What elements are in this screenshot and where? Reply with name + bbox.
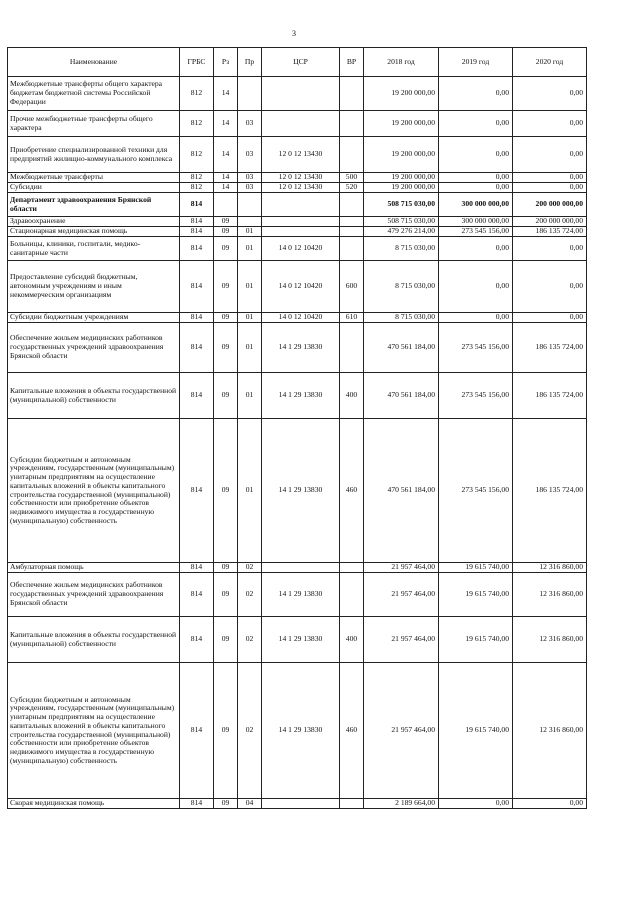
- cell-csr: 14 1 29 13830: [262, 617, 340, 663]
- cell-2018: 470 561 184,00: [364, 323, 439, 373]
- col-header-pr: Пр: [238, 48, 262, 77]
- table-row: [8, 77, 587, 111]
- cell-2019: 0,00: [439, 799, 513, 809]
- cell-pr: 01: [238, 323, 262, 373]
- cell-name: Обеспечение жильем медицинских работников государственных учреждений здравоохранения Брянской области: [8, 323, 180, 373]
- cell-vr: 610: [340, 313, 364, 323]
- cell-2018: 470 561 184,00: [364, 373, 439, 419]
- cell-2018: 19 200 000,00: [364, 183, 439, 193]
- col-header-2020: 2020 год: [513, 48, 587, 77]
- cell-2020: 200 000 000,00: [513, 217, 587, 227]
- cell-vr: [340, 563, 364, 573]
- cell-pr: [238, 193, 262, 217]
- cell-2019: 0,00: [439, 137, 513, 173]
- cell-pr: [238, 217, 262, 227]
- cell-2020: 0,00: [513, 261, 587, 313]
- budget-table: [7, 47, 587, 809]
- cell-rz: 09: [214, 663, 238, 799]
- cell-2020: 0,00: [513, 183, 587, 193]
- cell-vr: 460: [340, 663, 364, 799]
- cell-grbs: 814: [180, 237, 214, 261]
- cell-vr: [340, 77, 364, 111]
- cell-vr: 520: [340, 183, 364, 193]
- cell-vr: 600: [340, 261, 364, 313]
- cell-grbs: 812: [180, 111, 214, 137]
- cell-vr: 500: [340, 173, 364, 183]
- cell-grbs: 814: [180, 799, 214, 809]
- table-row: [8, 563, 587, 573]
- cell-2020: 0,00: [513, 173, 587, 183]
- cell-grbs: 814: [180, 227, 214, 237]
- col-header-grbs: ГРБС: [180, 48, 214, 77]
- cell-pr: 03: [238, 111, 262, 137]
- cell-2019: 0,00: [439, 261, 513, 313]
- cell-2020: 0,00: [513, 137, 587, 173]
- cell-vr: 460: [340, 419, 364, 563]
- page-number: 3: [292, 29, 296, 38]
- cell-vr: [340, 573, 364, 617]
- col-header-2019: 2019 год: [439, 48, 513, 77]
- cell-csr: 14 0 12 10420: [262, 261, 340, 313]
- cell-2020: 186 135 724,00: [513, 419, 587, 563]
- cell-2020: 12 316 860,00: [513, 573, 587, 617]
- cell-csr: [262, 193, 340, 217]
- cell-csr: 12 0 12 13430: [262, 183, 340, 193]
- cell-csr: 14 1 29 13830: [262, 323, 340, 373]
- cell-vr: 400: [340, 617, 364, 663]
- cell-2020: 12 316 860,00: [513, 563, 587, 573]
- cell-2018: 479 276 214,00: [364, 227, 439, 237]
- cell-2019: 0,00: [439, 77, 513, 111]
- cell-pr: 02: [238, 573, 262, 617]
- cell-rz: 09: [214, 261, 238, 313]
- table-row: [8, 173, 587, 183]
- cell-2019: 19 615 740,00: [439, 573, 513, 617]
- cell-rz: 09: [214, 573, 238, 617]
- table-row: [8, 261, 587, 313]
- table-row: [8, 617, 587, 663]
- cell-name: Субсидии бюджетным учреждениям: [8, 313, 180, 323]
- cell-2019: 273 545 156,00: [439, 227, 513, 237]
- table-row: [8, 237, 587, 261]
- cell-rz: 14: [214, 173, 238, 183]
- cell-2018: 470 561 184,00: [364, 419, 439, 563]
- cell-2020: 186 135 724,00: [513, 323, 587, 373]
- table-row: [8, 663, 587, 799]
- cell-2020: 12 316 860,00: [513, 663, 587, 799]
- cell-2018: 2 189 664,00: [364, 799, 439, 809]
- cell-grbs: 814: [180, 617, 214, 663]
- cell-rz: [214, 193, 238, 217]
- cell-2020: 186 135 724,00: [513, 227, 587, 237]
- cell-csr: 14 0 12 10420: [262, 313, 340, 323]
- cell-name: Департамент здравоохранения Брянской области: [8, 193, 180, 217]
- cell-rz: 09: [214, 323, 238, 373]
- table-row: [8, 799, 587, 809]
- table-row: [8, 323, 587, 373]
- cell-name: Межбюджетные трансферты: [8, 173, 180, 183]
- cell-name: Стационарная медицинская помощь: [8, 227, 180, 237]
- cell-name: Больницы, клиники, госпитали, медико-санитарные части: [8, 237, 180, 261]
- col-header-csr: ЦСР: [262, 48, 340, 77]
- cell-grbs: 814: [180, 663, 214, 799]
- table-row: [8, 183, 587, 193]
- cell-2018: 19 200 000,00: [364, 77, 439, 111]
- cell-csr: 14 1 29 13830: [262, 373, 340, 419]
- cell-grbs: 814: [180, 373, 214, 419]
- col-header-vr: ВР: [340, 48, 364, 77]
- cell-pr: 03: [238, 173, 262, 183]
- cell-grbs: 812: [180, 173, 214, 183]
- cell-name: Обеспечение жильем медицинских работников государственных учреждений здравоохранения Брянской области: [8, 573, 180, 617]
- cell-2019: 273 545 156,00: [439, 323, 513, 373]
- table-row: [8, 419, 587, 563]
- cell-rz: 09: [214, 419, 238, 563]
- cell-2018: 19 200 000,00: [364, 111, 439, 137]
- cell-pr: 01: [238, 313, 262, 323]
- cell-vr: [340, 137, 364, 173]
- cell-csr: [262, 217, 340, 227]
- cell-vr: [340, 237, 364, 261]
- table-body: [8, 77, 587, 809]
- cell-2019: 300 000 000,00: [439, 217, 513, 227]
- cell-csr: 14 0 12 10420: [262, 237, 340, 261]
- cell-pr: 01: [238, 373, 262, 419]
- cell-pr: 02: [238, 617, 262, 663]
- cell-2020: 0,00: [513, 111, 587, 137]
- cell-2018: 8 715 030,00: [364, 237, 439, 261]
- cell-2018: 508 715 030,00: [364, 193, 439, 217]
- cell-2019: 19 615 740,00: [439, 663, 513, 799]
- cell-2018: 21 957 464,00: [364, 573, 439, 617]
- cell-rz: 09: [214, 563, 238, 573]
- cell-pr: [238, 77, 262, 111]
- table-row: [8, 227, 587, 237]
- cell-grbs: 814: [180, 323, 214, 373]
- cell-name: Приобретение специализированной техники для предприятий жилищно-коммунального комплекса: [8, 137, 180, 173]
- cell-csr: [262, 111, 340, 137]
- cell-2019: 0,00: [439, 111, 513, 137]
- cell-pr: 01: [238, 227, 262, 237]
- cell-grbs: 812: [180, 183, 214, 193]
- col-header-2018: 2018 год: [364, 48, 439, 77]
- cell-2019: 273 545 156,00: [439, 373, 513, 419]
- col-header-name: Наименование: [8, 48, 180, 77]
- cell-name: Субсидии бюджетным и автономным учреждениям, государственным (муниципальным) унитарным предприятиям на осуществление капитальных вложений в объекты капитального строительства государственной (муниципальной) собственности или приобретение объектов недвижимого имущества в государственную (муниципальную) собственность: [8, 663, 180, 799]
- cell-2018: 8 715 030,00: [364, 313, 439, 323]
- cell-name: Здравоохранение: [8, 217, 180, 227]
- cell-2020: 0,00: [513, 237, 587, 261]
- cell-2018: 19 200 000,00: [364, 173, 439, 183]
- cell-2020: 0,00: [513, 799, 587, 809]
- cell-pr: 01: [238, 261, 262, 313]
- cell-2020: 0,00: [513, 77, 587, 111]
- cell-grbs: 812: [180, 137, 214, 173]
- cell-csr: 14 1 29 13830: [262, 419, 340, 563]
- cell-grbs: 814: [180, 573, 214, 617]
- cell-rz: 09: [214, 373, 238, 419]
- table-row: [8, 573, 587, 617]
- cell-name: Прочие межбюджетные трансферты общего характера: [8, 111, 180, 137]
- col-header-rz: Рз: [214, 48, 238, 77]
- cell-2019: 0,00: [439, 237, 513, 261]
- cell-rz: 14: [214, 137, 238, 173]
- cell-name: Капитальные вложения в объекты государственной (муниципальной) собственности: [8, 373, 180, 419]
- cell-name: Предоставление субсидий бюджетным, автономным учреждениям и иным некоммерческим организациям: [8, 261, 180, 313]
- cell-grbs: 814: [180, 193, 214, 217]
- cell-csr: 14 1 29 13830: [262, 663, 340, 799]
- cell-name: Амбулаторная помощь: [8, 563, 180, 573]
- cell-csr: [262, 227, 340, 237]
- cell-vr: [340, 323, 364, 373]
- table-row: [8, 193, 587, 217]
- cell-rz: 09: [214, 313, 238, 323]
- cell-2018: 19 200 000,00: [364, 137, 439, 173]
- cell-rz: 14: [214, 111, 238, 137]
- cell-pr: 02: [238, 663, 262, 799]
- cell-vr: [340, 799, 364, 809]
- table-row: [8, 313, 587, 323]
- cell-name: Межбюджетные трансферты общего характера бюджетам бюджетной системы Российской Федерации: [8, 77, 180, 111]
- cell-grbs: 814: [180, 563, 214, 573]
- cell-2019: 273 545 156,00: [439, 419, 513, 563]
- cell-2019: 19 615 740,00: [439, 617, 513, 663]
- cell-csr: [262, 799, 340, 809]
- cell-csr: [262, 77, 340, 111]
- cell-vr: [340, 217, 364, 227]
- table-row: [8, 137, 587, 173]
- cell-pr: 02: [238, 563, 262, 573]
- cell-2020: 200 000 000,00: [513, 193, 587, 217]
- cell-2020: 12 316 860,00: [513, 617, 587, 663]
- cell-grbs: 814: [180, 217, 214, 227]
- cell-2018: 21 957 464,00: [364, 563, 439, 573]
- cell-rz: 14: [214, 77, 238, 111]
- cell-pr: 04: [238, 799, 262, 809]
- cell-rz: 09: [214, 217, 238, 227]
- cell-pr: 03: [238, 183, 262, 193]
- cell-csr: [262, 563, 340, 573]
- cell-name: Капитальные вложения в объекты государственной (муниципальной) собственности: [8, 617, 180, 663]
- cell-vr: 400: [340, 373, 364, 419]
- cell-2019: 0,00: [439, 183, 513, 193]
- cell-2018: 8 715 030,00: [364, 261, 439, 313]
- cell-2019: 0,00: [439, 173, 513, 183]
- cell-grbs: 814: [180, 261, 214, 313]
- cell-vr: [340, 227, 364, 237]
- cell-2020: 0,00: [513, 313, 587, 323]
- cell-rz: 09: [214, 617, 238, 663]
- cell-pr: 03: [238, 137, 262, 173]
- cell-vr: [340, 193, 364, 217]
- cell-rz: 14: [214, 183, 238, 193]
- cell-rz: 09: [214, 799, 238, 809]
- cell-pr: 01: [238, 419, 262, 563]
- cell-csr: 12 0 12 13430: [262, 173, 340, 183]
- cell-name: Скорая медицинская помощь: [8, 799, 180, 809]
- cell-rz: 09: [214, 227, 238, 237]
- cell-rz: 09: [214, 237, 238, 261]
- cell-2018: 21 957 464,00: [364, 617, 439, 663]
- cell-name: Субсидии: [8, 183, 180, 193]
- cell-2019: 19 615 740,00: [439, 563, 513, 573]
- cell-csr: 12 0 12 13430: [262, 137, 340, 173]
- cell-grbs: 814: [180, 313, 214, 323]
- cell-name: Субсидии бюджетным и автономным учреждениям, государственным (муниципальным) унитарным предприятиям на осуществление капитальных вложений в объекты капитального строительства государственной (муниципальной) собственности или приобретение объектов недвижимого имущества в государственную (муниципальную) собственность: [8, 419, 180, 563]
- cell-2020: 186 135 724,00: [513, 373, 587, 419]
- table-row: [8, 217, 587, 227]
- cell-2019: 0,00: [439, 313, 513, 323]
- cell-csr: 14 1 29 13830: [262, 573, 340, 617]
- cell-2018: 21 957 464,00: [364, 663, 439, 799]
- table-row: [8, 373, 587, 419]
- table-header-row: [8, 48, 587, 77]
- cell-vr: [340, 111, 364, 137]
- cell-grbs: 814: [180, 419, 214, 563]
- cell-2018: 508 715 030,00: [364, 217, 439, 227]
- cell-2019: 300 000 000,00: [439, 193, 513, 217]
- cell-pr: 01: [238, 237, 262, 261]
- table-row: [8, 111, 587, 137]
- cell-grbs: 812: [180, 77, 214, 111]
